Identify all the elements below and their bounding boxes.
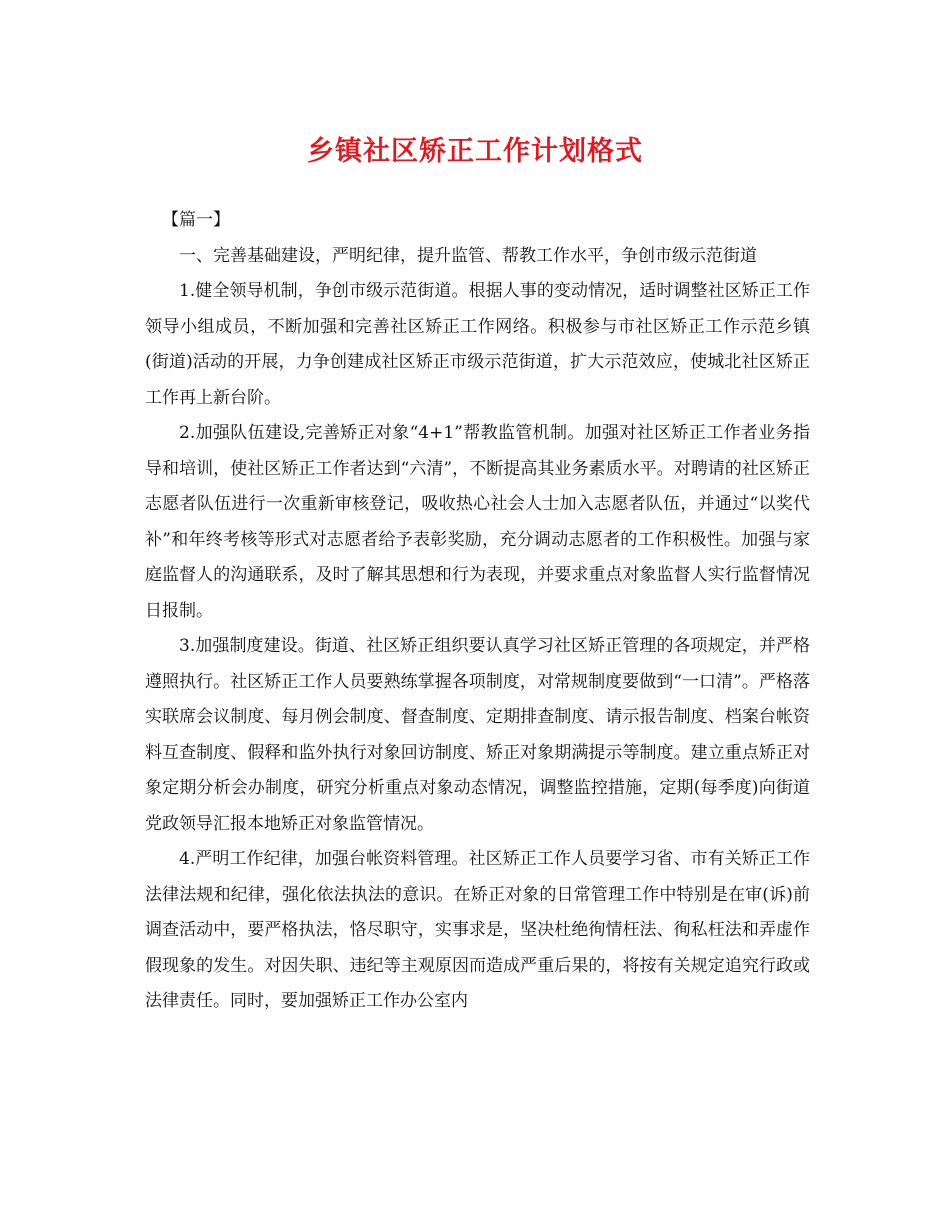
- document-body: [145, 203, 810, 1020]
- paragraph-discipline: 4.严明工作纪律，加强台帐资料管理。社区矫正工作人员要学习省、市有关矫正工作法律法规和纪律，强化依法执法的意识。在矫正对象的日常管理工作中特别是在审(诉)前调查活动中，要严格执法，恪尽职守，实事求是，坚决杜绝徇情枉法、徇私枉法和弄虚作假现象的发生。对因失职、违纪等主观原因而造成严重后果的，将按有关规定追究行政或法律责任。同时，要加强矫正工作办公室内: [145, 849, 810, 1011]
- paragraph-heading: 一、完善基础建设，严明纪律，提升监管、帮教工作水平，争创市级示范街道: [179, 245, 757, 266]
- document-title: 乡镇社区矫正工作计划格式: [307, 136, 643, 167]
- section-label: 【篇一】: [162, 210, 230, 230]
- paragraph-system-building: 3.加强制度建设。街道、社区矫正组织要认真学习社区矫正管理的各项规定，并严格遵照执行。社区矫正工作人员要熟练掌握各项制度，对常规制度要做到“一口清”。严格落实联席会议制度、每月例会制度、督查制度、定期排查制度、请示报告制度、档案台帐资料互查制度、假释和监外执行对象回访制度、矫正对象期满提示等制度。建立重点矫正对象定期分析会办制度，研究分析重点对象动态情况，调整监控措施，定期(每季度)向街道党政领导汇报本地矫正对象监管情况。: [145, 636, 810, 834]
- paragraph-team-building: 2.加强队伍建设,完善矫正对象“4+1”帮教监管机制。加强对社区矫正工作者业务指导和培训，使社区矫正工作者达到“六清”，不断提高其业务素质水平。对聘请的社区矫正志愿者队伍进行一次重新审核登记，吸收热心社会人士加入志愿者队伍，并通过“以奖代补”和年终考核等形式对志愿者给予表彰奖励，充分调动志愿者的工作积极性。加强与家庭监督人的沟通联系，及时了解其思想和行为表现，并要求重点对象监督人实行监督情况日报制。: [145, 423, 810, 621]
- paragraph-leadership: 1.健全领导机制，争创市级示范街道。根据人事的变动情况，适时调整社区矫正工作领导小组成员，不断加强和完善社区矫正工作网络。积极参与市社区矫正工作示范乡镇(街道)活动的开展，力争创建成社区矫正市级示范街道，扩大示范效应，使城北社区矫正工作再上新台阶。: [145, 281, 810, 408]
